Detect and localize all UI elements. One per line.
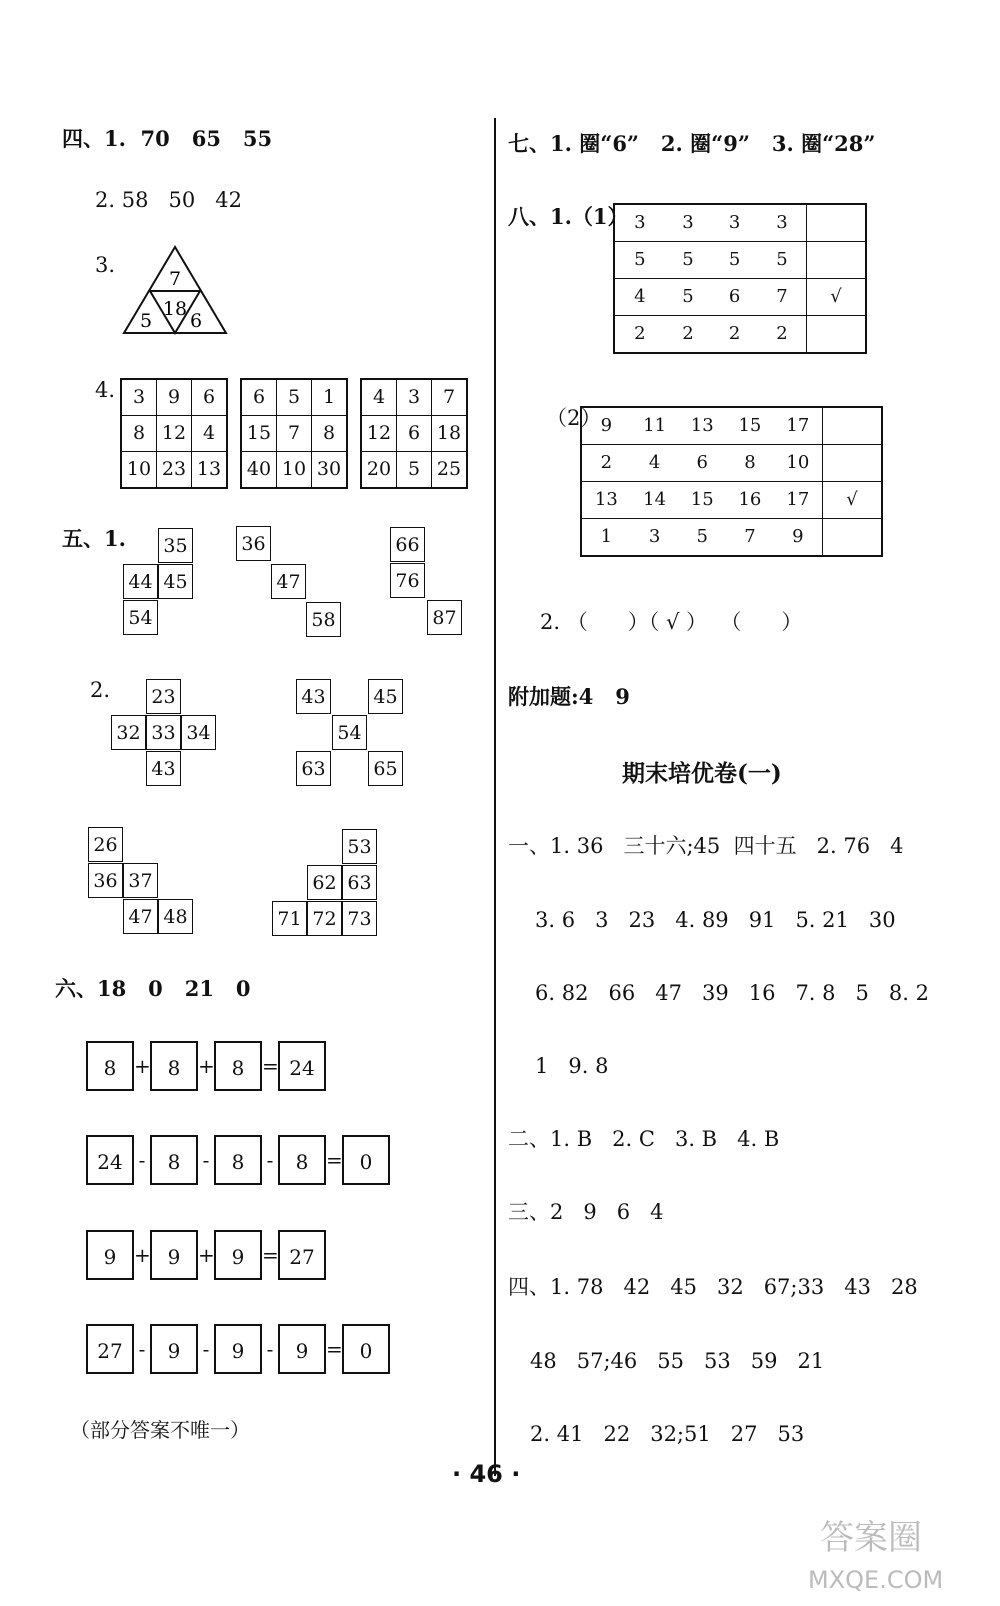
section-8-part-2-label: （2） [546,406,602,430]
triangle-left: 5 [139,310,153,332]
number-cell: 58 [306,602,341,637]
number-cell: 44 [123,564,158,599]
page-number: · 46 · [452,1460,521,1488]
part-4-line-3: 2. 41 22 32;51 27 53 [530,1422,805,1446]
section-5-part-2-label: 2. [90,678,111,702]
number-cell: 43 [146,751,181,786]
number-cell: 71 [272,901,307,936]
magic-grid-2: 6 5 1 15 7 8 40 10 30 [240,378,348,489]
section-5-label: 五、1. [62,526,126,551]
equation-1: 8 + 8 + 8 = 24 [86,1041,326,1091]
number-cell: 45 [368,679,403,714]
triangle-right: 6 [189,310,203,332]
number-cell: 36 [236,526,271,561]
number-cell: 72 [307,901,342,936]
number-cell: 32 [111,715,146,750]
section-8-line-2: 2. （ ）（ √ ） （ ） [540,610,803,634]
part-1-line-2: 3. 6 3 23 4. 89 91 5. 21 30 [535,908,896,932]
number-cell: 43 [296,679,331,714]
number-cell: 63 [296,751,331,786]
part-3-line: 三、2 9 6 4 [508,1200,664,1224]
triangle-center: 18 [162,298,188,320]
triangle-top: 7 [168,268,182,290]
number-cell: 37 [123,863,158,898]
watermark-logo: 答案圈 [820,1518,922,1558]
number-cell: 87 [427,600,462,635]
section-4-line-2: 2. 58 50 42 [95,188,242,212]
section-8-label: 八、1.（1） [508,204,629,229]
part-2-line: 二、1. B 2. C 3. B 4. B [508,1127,780,1151]
number-cell: 47 [123,899,158,934]
section-4-line-3-label: 3. [95,253,116,277]
equation-3: 9 + 9 + 9 = 27 [86,1230,326,1280]
number-cell: 62 [307,865,342,900]
section-title: 期末培优卷(一) [622,760,782,787]
equation-2: 24 - 8 - 8 - 8 = 0 [86,1135,390,1185]
answer-note: （部分答案不唯一） [70,1418,250,1442]
section-6-line-1: 六、18 0 21 0 [55,976,251,1001]
part-1-line-4: 1 9. 8 [535,1054,609,1078]
magic-grid-1: 3 9 6 8 12 4 10 23 13 [120,378,228,489]
watermark-url: MXQE.COM [808,1566,944,1594]
equation-4: 27 - 9 - 9 - 9 = 0 [86,1324,390,1374]
number-cell: 23 [146,679,181,714]
number-cell: 36 [88,863,123,898]
bonus-line: 附加题:4 9 [508,684,630,709]
section-4-line-4-label: 4. [95,378,116,402]
number-cell: 26 [88,827,123,862]
section-4-line-1: 四、1. 70 65 55 [62,126,273,151]
number-cell: 76 [390,563,425,598]
section-7-line: 七、1. 圈“6” 2. 圈“9” 3. 圈“28” [508,131,876,156]
number-cell: 53 [342,829,377,864]
number-cell: 54 [123,600,158,635]
number-cell: 47 [271,564,306,599]
part-1-line-3: 6. 82 66 47 39 16 7. 8 5 8. 2 [535,981,930,1005]
magic-grid-3: 4 3 7 12 6 18 20 5 25 [360,378,468,489]
part-4-line-2: 48 57;46 55 53 59 21 [530,1349,825,1373]
number-cell: 54 [332,715,367,750]
number-cell: 33 [146,715,181,750]
sequence-table-1: 3 3 3 3 5 5 5 5 4 5 6 7 √ 2 2 2 2 [613,203,867,354]
number-cell: 34 [181,715,216,750]
column-divider [494,118,496,1476]
number-cell: 65 [368,751,403,786]
part-1-line-1: 一、1. 36 三十六;45 四十五 2. 76 4 [508,834,904,858]
number-cell: 63 [342,865,377,900]
number-cell: 73 [342,901,377,936]
number-cell: 48 [158,899,193,934]
number-triangle [120,243,230,338]
number-cell: 66 [390,527,425,562]
number-cell: 35 [158,528,193,563]
number-cell: 45 [158,564,193,599]
part-4-line-1: 四、1. 78 42 45 32 67;33 43 28 [508,1275,918,1299]
sequence-table-2: 9 11 13 15 17 2 4 6 8 10 13 14 15 16 17 √ 1 3 5 7 9 [580,406,883,557]
